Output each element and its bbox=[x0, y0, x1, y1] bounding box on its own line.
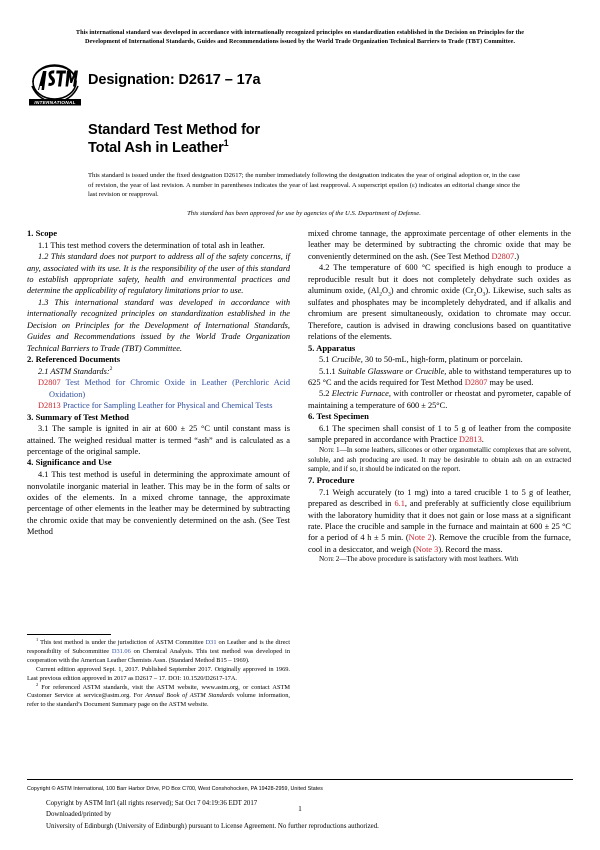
reference-id-link[interactable]: D2813 bbox=[38, 401, 61, 411]
para-7-1 bbox=[308, 487, 571, 556]
footnotes-block bbox=[27, 634, 290, 710]
watermark-line-2: Downloaded/printed by bbox=[46, 811, 112, 819]
issue-note: This standard is issued under the fixed designation D2617; the number immediately following the designation indicates the year of original adoption or, in the case of revision, the year of last revision. A number in parentheses indicates the year of last reapproval. A superscript epsilon (ε) indicates an editorial change since the last revision or reapproval. bbox=[88, 172, 520, 199]
para-6-1 bbox=[308, 423, 571, 446]
footnote-1 bbox=[27, 636, 290, 666]
para-4-2-e: O bbox=[476, 286, 483, 296]
footnote-1-c: on Chemical Analysis. This test method was developed in cooperation with the American Leather Chemists Assn. (Standard Method B15 – 1969). bbox=[27, 647, 290, 664]
para-1-1: 1.1 This test method covers the determination of total ash in leather. bbox=[38, 240, 265, 250]
para-6-1-b: . bbox=[481, 435, 484, 445]
note-2-label: Note 2 bbox=[319, 555, 340, 564]
copyright-notice: Copyright © ASTM International, 100 Barr Harbor Drive, PO Box C700, West Conshohocken, PA 19428-2959, United States bbox=[27, 786, 323, 792]
wto-banner bbox=[33, 28, 567, 47]
footnote-2 bbox=[27, 681, 290, 711]
para-4-2-a: 4.2 The temperature of 600 °C specified is high enough to produce a reproducible result but it does not completely dehydrate such oxides as aluminum oxide, (Al bbox=[308, 263, 571, 296]
designation-row bbox=[26, 62, 326, 112]
subheading-astm-standards-text: 2.1 ASTM Standards: bbox=[38, 366, 110, 376]
subheading-astm-standards bbox=[27, 366, 290, 377]
reference-title-link[interactable]: Test Method for Chromic Oxide in Leather (Perchloric Acid Oxidation) bbox=[49, 378, 290, 399]
formula-subscript: 2 bbox=[379, 291, 382, 298]
para-5-2-rest: with controller or rheostat and pyrometer, capable of maintaining a temperature of 600 ± 25°C. bbox=[308, 389, 571, 410]
reference-id-link[interactable]: D2807 bbox=[38, 378, 61, 388]
cross-ref-link-note-3[interactable]: Note 3 bbox=[415, 544, 439, 554]
para-1-2: 1.2 This standard does not purport to address all of the safety concerns, if any, associated with its use. It is the responsibility of the user of this standard to establish appropriate safety, health and environmental practices and determine the applicability of regulatory limitations prior to use. bbox=[27, 252, 290, 296]
para-5-1-num: 5.1 bbox=[319, 355, 332, 365]
svg-text:INTERNATIONAL: INTERNATIONAL bbox=[34, 101, 76, 107]
para-7-1-c: ). Remove the crucible from the furnace, cool in a desiccator, and weigh ( bbox=[308, 533, 571, 554]
reference-link-d2813[interactable]: D2813 bbox=[459, 435, 482, 445]
body-column-left bbox=[27, 228, 290, 538]
footnote-2-b: volume information, refer to the standard’s Document Summary page on the ASTM website. bbox=[27, 692, 290, 709]
formula-subscript: 3 bbox=[482, 291, 486, 298]
footnote-2-marker: 2 bbox=[36, 681, 39, 687]
formula-subscript: 3 bbox=[387, 291, 391, 298]
para-4-2-d: ) and chromic oxide (Cr bbox=[390, 286, 474, 296]
footnote-1-edition: Current edition approved Sept. 1, 2017. Published September 2017. Originally approved in 1969. Last previous edition approved in 2017 as D2617 – 17. DOI: 10.1520/D2617-17A. bbox=[27, 665, 290, 682]
title-footnote-marker: 1 bbox=[223, 137, 229, 148]
page-number: 1 bbox=[298, 804, 302, 813]
para-5-1-1-a: able to withstand temperatures up to 625 °C and the acids required for Test Method bbox=[308, 366, 571, 388]
reference-item[interactable] bbox=[38, 400, 290, 411]
para-5-1-term: Crucible, bbox=[331, 355, 363, 365]
para-4-1-visible: mixed chrome tannage, the approximate percentage of other elements in the leather may be determined by subtracting the chromic oxide that may be conveniently determined on the ash. (See Test Method bbox=[308, 229, 571, 261]
footnote-2-italic: Annual Book of ASTM Standards bbox=[145, 692, 234, 700]
heading-apparatus: 5. Apparatus bbox=[308, 342, 356, 353]
para-6-1-a: 6.1 The specimen shall consist of 1 to 5 g of leather from the composite sample prepared in accordance with Practice bbox=[308, 423, 571, 445]
subcommittee-link-d31-06[interactable]: D31.06 bbox=[111, 647, 131, 655]
para-5-1-1 bbox=[308, 366, 571, 389]
footnote-1-b: on Leather and is the direct responsibility of Subcommittee bbox=[27, 639, 290, 655]
footnote-1-a: This test method is under the jurisdiction of ASTM Committee bbox=[38, 639, 206, 646]
body-column-right bbox=[308, 228, 571, 565]
note-1 bbox=[308, 446, 571, 475]
reference-title-link[interactable]: Practice for Sampling Leather for Physical and Chemical Tests bbox=[62, 401, 273, 411]
heading-test-specimen: 6. Test Specimen bbox=[308, 411, 369, 422]
heading-referenced-documents: 2. Referenced Documents bbox=[27, 354, 121, 365]
para-5-1 bbox=[308, 354, 571, 365]
para-5-2-term: Electric Furnace, bbox=[331, 389, 391, 399]
para-7-1-b: , and preferably at sufficiently close equilibrium with the laboratory humidity that it does not gain or lose mass at a significant rate. Place the crucible and sample in the furnace and maintain at 600 ± 25 °C for a period of 4 h ± 5 min. ( bbox=[308, 499, 571, 543]
title-block bbox=[88, 122, 520, 218]
note-2-text: —The above procedure is satisfactory with most leathers. With bbox=[339, 555, 519, 564]
para-1-3: 1.3 This international standard was developed in accordance with internationally recognized principles on standardization established in the Decision on Principles for the Development of International Standards, Guides and Recommendations issued by the World Trade Organization Technical Barriers to Trade (TBT) Committee. bbox=[27, 297, 290, 353]
reference-item[interactable] bbox=[38, 377, 290, 400]
para-5-1-1-num: 5.1.1 bbox=[319, 366, 338, 376]
reference-link-d2807[interactable]: D2807 bbox=[491, 251, 515, 261]
para-5-2-num: 5.2 bbox=[319, 389, 332, 399]
para-4-2 bbox=[308, 262, 571, 342]
defense-approval-note: This standard has been approved for use by agencies of the U.S. Department of Defense. bbox=[187, 209, 421, 217]
formula-subscript: 2 bbox=[473, 291, 477, 298]
heading-procedure: 7. Procedure bbox=[308, 475, 355, 485]
para-7-1-a: 7.1 Weigh accurately (to 1 mg) into a tared crucible 1 to 5 g of leather, prepared as described in bbox=[308, 487, 571, 509]
wto-banner-line1: This international standard was developed in accordance with internationally recognized principles on standardization established in the Decision on Principles for the bbox=[75, 29, 525, 36]
footnote-2-a: For referenced ASTM standards, visit the ASTM website, www.astm.org, or contact ASTM Customer Service at service@astm.org. For bbox=[27, 683, 290, 700]
designation-label: Designation: D2617 – 17a bbox=[88, 72, 261, 88]
para-4-1-continued bbox=[308, 228, 571, 262]
note-1-text: —In some leathers, silicones or other organometallic complexes that are solvent, soluble, and ash producing are used. It may be desirable to obtain ash on an extracted sample, and if so, it should be indicated on the report. bbox=[308, 445, 571, 474]
heading-scope: 1. Scope bbox=[27, 228, 58, 238]
para-3-1: 3.1 The sample is ignited in air at 600 ± 25 °C until constant mass is attained. The weighed residual matter is termed “ash” and is calculated as a percentage of the original sample. bbox=[27, 424, 290, 457]
footnote-1-marker: 1 bbox=[36, 636, 39, 642]
para-4-2-f: ). Likewise, such salts as sulfates and phosphates may be incompletely dehydrated, and if alkalis and chromium are present simultaneously, oxidation to chromate may occur. Therefore, caution is advised in drawing conclusions based on quantitative relations of the elements. bbox=[308, 286, 571, 342]
para-4-2-c: O bbox=[381, 286, 388, 296]
committee-link-d31[interactable]: D31 bbox=[205, 639, 217, 646]
note-2 bbox=[308, 555, 571, 565]
page-title bbox=[88, 122, 520, 157]
wto-banner-line2: Development of International Standards, Guides and Recommendations issued by the World Trade Organization Technical Barriers to Trade (TBT) Committee. bbox=[84, 38, 516, 46]
heading-significance-and-use: 4. Significance and Use bbox=[27, 457, 112, 468]
footnote-separator-rule bbox=[27, 634, 111, 635]
title-line1: Standard Test Method for bbox=[88, 122, 261, 138]
title-line2: Total Ash in Leather bbox=[88, 139, 224, 156]
para-4-1-left-part: 4.1 This test method is useful in determining the approximate amount of nonvolatile inorganic material in leather. This may be in the form of salts or oxides of the elements. In a mixed chrome tannage, the approximate percentage of other elements in the leather may be determined by subtracting the chromic oxide that may be conveniently determined on the ash. (See Test Method bbox=[27, 470, 290, 537]
watermark-line-1: Copyright by ASTM Int'l (all rights reserved); Sat Oct 7 04:19:36 EDT 2017 bbox=[46, 800, 258, 807]
watermark-line-3: University of Edinburgh (University of Edinburgh) pursuant to License Agreement. No further reproductions authorized. bbox=[46, 822, 379, 830]
note-1-label: Note 1 bbox=[319, 445, 340, 454]
para-7-1-d: ). Record the mass. bbox=[438, 544, 503, 554]
astm-logo-icon bbox=[26, 62, 84, 108]
cross-ref-link-note-2[interactable]: Note 2 bbox=[408, 533, 432, 543]
para-4-1-tail: .) bbox=[514, 251, 520, 261]
subheading-footnote-marker: 2 bbox=[109, 365, 113, 372]
para-5-1-1-b: may be used. bbox=[487, 378, 534, 388]
footer-divider bbox=[27, 779, 573, 780]
para-5-1-1-term: Suitable Glassware or Crucible, bbox=[338, 366, 447, 376]
reference-link-d2807[interactable]: D2807 bbox=[464, 378, 488, 388]
para-5-2 bbox=[308, 388, 571, 411]
para-5-1-rest: 30 to 50-mL, high-form, platinum or porcelain. bbox=[362, 355, 523, 365]
cross-ref-link-6-1[interactable]: 6.1 bbox=[394, 499, 405, 509]
heading-summary-of-test-method: 3. Summary of Test Method bbox=[27, 411, 129, 422]
